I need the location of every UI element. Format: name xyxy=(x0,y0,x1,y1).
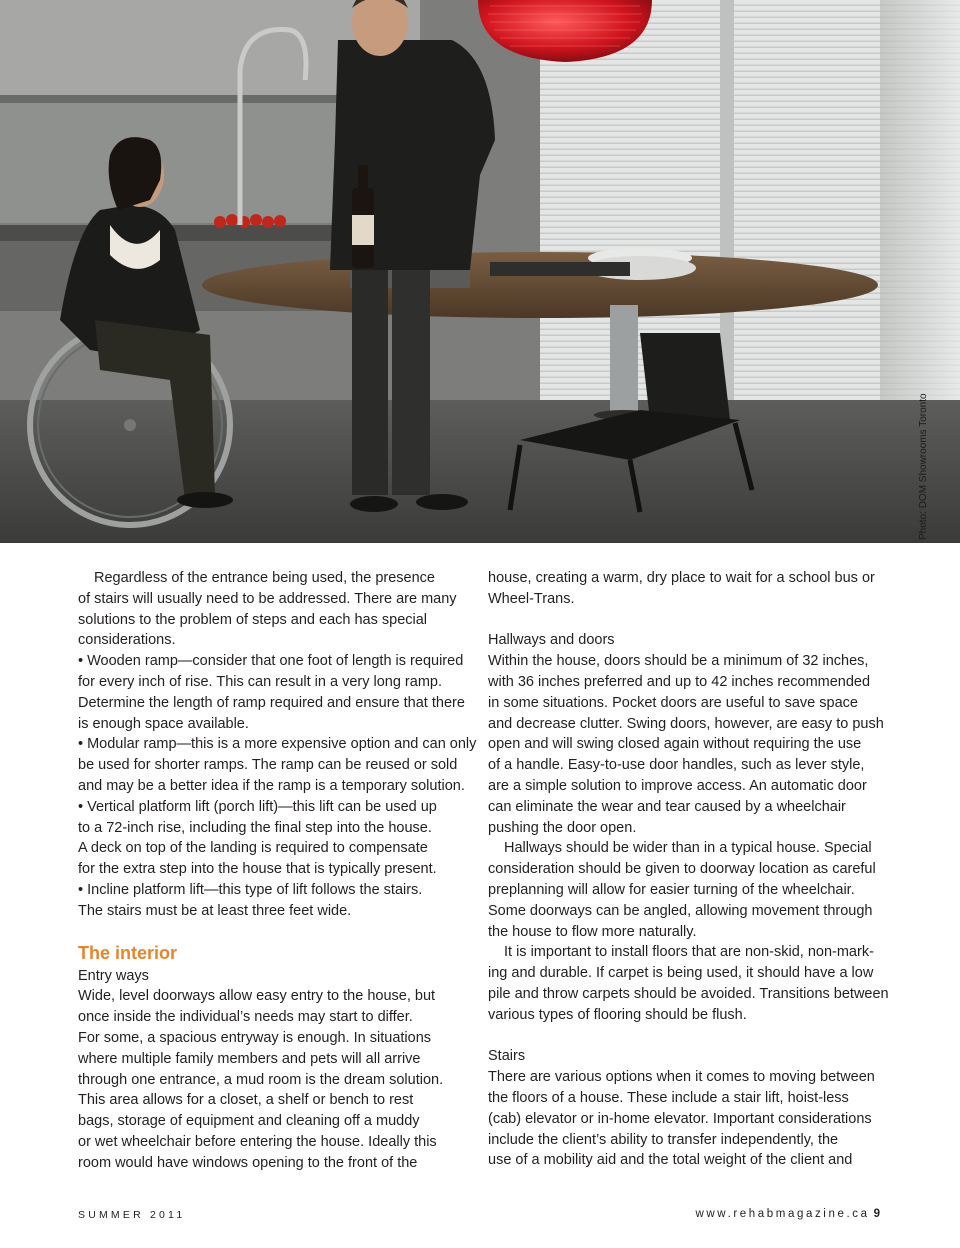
body-line: The stairs must be at least three feet wide. xyxy=(78,902,352,919)
body-line: (cab) elevator or in-home elevator. Important considerations xyxy=(488,1110,872,1127)
body-line: with 36 inches preferred and up to 42 inches recommended xyxy=(488,673,871,690)
left-column xyxy=(78,568,477,1174)
body-line: for the extra step into the house that is typically present. xyxy=(78,861,437,878)
body-line: pushing the door open. xyxy=(488,819,637,836)
body-line: This area allows for a closet, a shelf or bench to rest xyxy=(78,1092,414,1109)
body-line: of stairs will usually need to be addressed. There are many xyxy=(78,590,457,607)
body-line: through one entrance, a mud room is the dream solution. xyxy=(78,1071,444,1088)
body-line: the house to flow more naturally. xyxy=(488,923,697,940)
body-line: Wheel-Trans. xyxy=(488,590,575,607)
page-number: 9 xyxy=(873,1208,880,1220)
body-line: considerations. xyxy=(78,632,176,649)
body-line: open and will swing closed again without requiring the use xyxy=(488,736,862,753)
body-line: Regardless of the entrance being used, the presence xyxy=(94,570,435,586)
paragraph-gap xyxy=(488,1026,888,1047)
subhead-entry-ways: Entry ways xyxy=(78,967,149,984)
body-line: use of a mobility aid and the total weight of the client and xyxy=(488,1152,853,1169)
body-line: It is important to install floors that are non-skid, non-mark- xyxy=(504,944,874,961)
body-line: of a handle. Easy-to-use door handles, such as lever style, xyxy=(488,757,865,774)
body-line: where multiple family members and pets will all arrive xyxy=(78,1050,421,1067)
bullet-line: • Vertical platform lift (porch lift)—this lift can be used up xyxy=(78,798,437,815)
body-line: to a 72-inch rise, including the final step into the house. xyxy=(78,819,432,836)
body-line: A deck on top of the landing is required to compensate xyxy=(78,840,428,857)
footer-website: www.rehabmagazine.ca xyxy=(695,1208,870,1220)
photo-credit: Photo: DOM Showrooms Toronto xyxy=(918,393,929,540)
right-column xyxy=(488,568,888,1171)
body-line: Hallways should be wider than in a typical house. Special xyxy=(504,840,872,857)
body-line: Within the house, doors should be a minimum of 32 inches, xyxy=(488,653,869,670)
paragraph-gap xyxy=(488,610,888,631)
bullet-line: • Modular ramp—this is a more expensive option and can only xyxy=(78,736,477,753)
kitchen-scene-illustration xyxy=(0,0,960,543)
body-line: once inside the individual’s needs may start to differ. xyxy=(78,1009,413,1026)
kitchen-photo xyxy=(0,0,960,543)
body-line: and decrease clutter. Swing doors, however, are easy to push xyxy=(488,715,884,732)
body-line: Some doorways can be angled, allowing movement through xyxy=(488,902,873,919)
body-line: various types of flooring should be flush. xyxy=(488,1006,747,1023)
subhead-stairs: Stairs xyxy=(488,1048,526,1065)
body-line: for every inch of rise. This can result in a very long ramp. xyxy=(78,673,442,690)
body-line: the floors of a house. These include a stair lift, hoist-less xyxy=(488,1089,849,1106)
footer-issue: SUMMER 2011 xyxy=(78,1209,186,1221)
section-title: The interior xyxy=(78,942,178,963)
body-line: room would have windows opening to the front of the xyxy=(78,1154,418,1171)
body-line: and may be a better idea if the ramp is a temporary solution. xyxy=(78,777,465,794)
body-line: or wet wheelchair before entering the house. Ideally this xyxy=(78,1133,437,1150)
footer-right xyxy=(696,1208,881,1220)
bullet-line: • Wooden ramp—consider that one foot of length is required xyxy=(78,653,464,670)
body-line: are a simple solution to improve access. An automatic door xyxy=(488,777,867,794)
body-line: Determine the length of ramp required and ensure that there xyxy=(78,694,465,711)
body-line: house, creating a warm, dry place to wait for a school bus or xyxy=(488,570,875,586)
body-line: For some, a spacious entryway is enough. In situations xyxy=(78,1029,432,1046)
body-line: solutions to the problem of steps and each has special xyxy=(78,611,428,628)
body-line: consideration should be given to doorway location as careful xyxy=(488,861,876,878)
bullet-line: • Incline platform lift—this type of lift follows the stairs. xyxy=(78,881,423,898)
body-line: There are various options when it comes to moving between xyxy=(488,1069,875,1086)
body-line: bags, storage of equipment and cleaning off a muddy xyxy=(78,1113,420,1130)
body-line: be used for shorter ramps. The ramp can be reused or sold xyxy=(78,757,458,774)
body-line: pile and throw carpets should be avoided. Transitions between xyxy=(488,985,889,1002)
body-line: preplanning will allow for easier turning of the wheelchair. xyxy=(488,881,855,898)
body-line: in some situations. Pocket doors are useful to save space xyxy=(488,694,858,711)
body-line: include the client’s ability to transfer independently, the xyxy=(488,1131,839,1148)
body-line: ing and durable. If carpet is being used, it should have a low xyxy=(488,965,874,982)
subhead-hallways-doors: Hallways and doors xyxy=(488,632,615,649)
body-line: can eliminate the wear and tear caused by a wheelchair xyxy=(488,798,846,815)
body-line: Wide, level doorways allow easy entry to the house, but xyxy=(78,988,436,1005)
body-line: is enough space available. xyxy=(78,715,249,732)
